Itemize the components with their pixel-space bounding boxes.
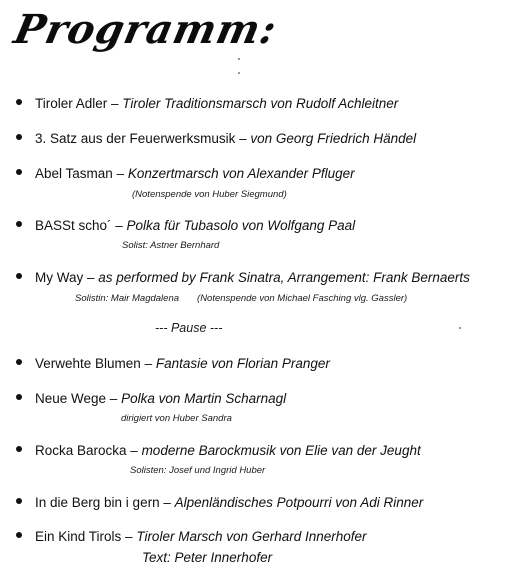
piece-description: Polka von Martin Scharnagl	[121, 391, 287, 406]
program-item	[16, 494, 501, 512]
bullet-icon	[16, 134, 22, 140]
lyrics-credit: Text: Peter Innerhofer	[142, 550, 273, 565]
piece-description: Polka für Tubasolo von Wolfgang Paal	[126, 218, 356, 233]
piece-description: Tiroler Marsch von Gerhard Innerhofer	[136, 529, 367, 544]
bullet-icon	[16, 359, 22, 365]
bullet-icon	[16, 169, 22, 175]
ink-speck	[238, 72, 240, 74]
separator: –	[111, 218, 127, 233]
piece-note: (Notenspende von Huber Siegmund)	[132, 189, 287, 200]
separator: –	[107, 96, 123, 111]
ink-speck	[459, 327, 461, 329]
piece-title: Neue Wege	[35, 391, 107, 406]
intermission-label: --- Pause ---	[155, 321, 223, 335]
program-item	[16, 442, 501, 460]
piece-title: 3. Satz aus der Feuerwerksmusik	[35, 131, 236, 146]
program-heading: Programm:	[10, 6, 282, 53]
donation-note: (Notenspende von Michael Fasching vlg. Gassler)	[197, 293, 408, 304]
program-item	[16, 269, 501, 287]
separator: –	[121, 529, 137, 544]
bullet-icon	[16, 99, 22, 105]
piece-title: BASSt scho´	[35, 218, 112, 233]
piece-title: In die Berg bin i gern	[35, 495, 160, 510]
bullet-icon	[16, 498, 22, 504]
piece-description: moderne Barockmusik von Elie van der Jeught	[141, 443, 421, 458]
bullet-icon	[16, 273, 22, 279]
piece-title: Rocka Barocka	[35, 443, 127, 458]
bullet-icon	[16, 221, 22, 227]
piece-note: Solist: Astner Bernhard	[122, 240, 220, 251]
piece-title: Abel Tasman	[35, 166, 113, 181]
piece-description: Konzertmarsch von Alexander Pfluger	[127, 166, 355, 181]
piece-description: Fantasie von Florian Pranger	[155, 356, 330, 371]
soloist-note: Solistin: Mair Magdalena	[75, 293, 180, 304]
program-item	[16, 390, 501, 408]
program-item	[16, 165, 501, 183]
separator: –	[159, 495, 175, 510]
piece-note	[75, 293, 407, 304]
program-item	[16, 95, 501, 113]
piece-description: as performed by Frank Sinatra, Arrangement: Frank Bernaerts	[98, 270, 470, 285]
separator: –	[106, 391, 122, 406]
piece-description: von Georg Friedrich Händel	[250, 131, 417, 146]
bullet-icon	[16, 532, 22, 538]
piece-description: Alpenländisches Potpourri von Adi Rinner	[174, 495, 424, 510]
bullet-icon	[16, 394, 22, 400]
piece-description: Tiroler Traditionsmarsch von Rudolf Achleitner	[122, 96, 399, 111]
separator: –	[112, 166, 128, 181]
piece-title: My Way	[35, 270, 84, 285]
separator: –	[235, 131, 251, 146]
program-item	[16, 217, 501, 235]
piece-note: Solisten: Josef und Ingrid Huber	[130, 465, 266, 476]
piece-title: Tiroler Adler	[35, 96, 108, 111]
separator: –	[83, 270, 99, 285]
ink-speck	[238, 58, 240, 60]
piece-title: Verwehte Blumen	[35, 356, 141, 371]
separator: –	[140, 356, 156, 371]
program-item	[16, 355, 501, 373]
piece-note: dirigiert von Huber Sandra	[121, 413, 232, 424]
piece-title: Ein Kind Tirols	[35, 529, 122, 544]
separator: –	[126, 443, 142, 458]
program-item	[16, 528, 501, 546]
bullet-icon	[16, 446, 22, 452]
program-item	[16, 130, 501, 148]
